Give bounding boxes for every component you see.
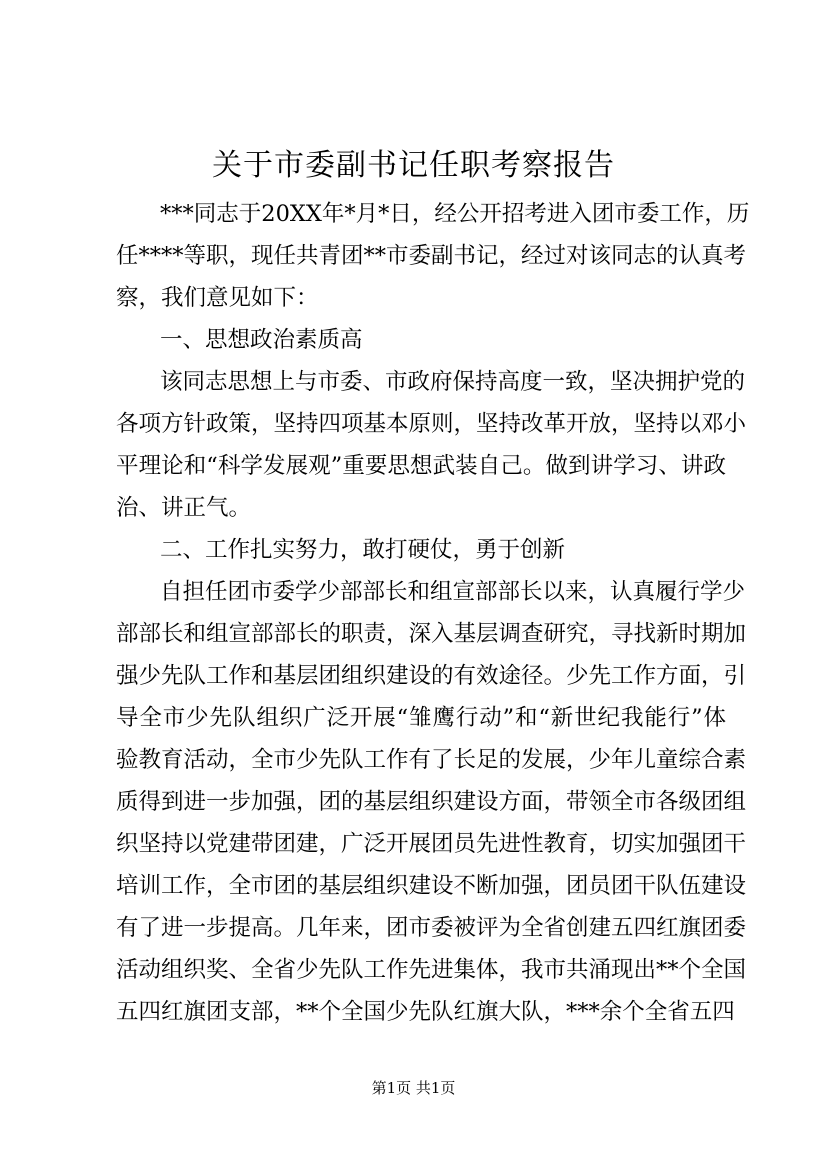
paragraph-line: 该同志思想上与市委、市政府保持高度一致，坚决拥护党的	[160, 369, 746, 395]
paragraph-line: 察，我们意见如下：	[116, 285, 319, 311]
paragraph-line: 治、讲正气。	[116, 495, 252, 521]
section-heading: 一、思想政治素质高	[160, 327, 363, 353]
paragraph-line: 任****等职，现任共青团**市委副书记，经过对该同志的认真考	[116, 243, 747, 269]
paragraph-line: 有了进一步提高。几年来，团市委被评为全省创建五四红旗团委	[116, 915, 747, 941]
paragraph-line: 验教育活动，全市少先队工作有了长足的发展，少年儿童综合素	[116, 747, 747, 773]
paragraph-line: 活动组织奖、全省少先队工作先进集体，我市共涌现出**个全国	[116, 957, 747, 983]
paragraph-line: 部部长和组宣部部长的职责，深入基层调查研究，寻找新时期加	[116, 621, 747, 647]
paragraph-line: 自担任团市委学少部部长和组宣部部长以来，认真履行学少	[160, 579, 746, 605]
page-number: 第1页 共1页	[371, 1079, 456, 1097]
document-title: 关于市委副书记任职考察报告	[212, 148, 615, 183]
paragraph-line: 培训工作，全市团的基层组织建设不断加强，团员团干队伍建设	[116, 873, 747, 899]
paragraph-line: 导全市少先队组织广泛开展“雏鹰行动”和“新世纪我能行”体	[116, 705, 726, 731]
paragraph-line: 织坚持以党建带团建，广泛开展团员先进性教育，切实加强团干	[116, 831, 747, 857]
paragraph-line: ***同志于20XX年*月*日，经公开招考进入团市委工作，历	[160, 201, 750, 227]
paragraph-line: 强少先队工作和基层团组织建设的有效途径。少先工作方面，引	[116, 663, 747, 689]
paragraph-line: 质得到进一步加强，团的基层组织建设方面，带领全市各级团组	[116, 789, 747, 815]
paragraph-line: 平理论和“科学发展观”重要思想武装自己。做到讲学习、讲政	[116, 453, 726, 479]
paragraph-line: 各项方针政策，坚持四项基本原则，坚持改革开放，坚持以邓小	[116, 411, 747, 437]
section-heading: 二、工作扎实努力，敢打硬仗，勇于创新	[160, 537, 566, 563]
paragraph-line: 五四红旗团支部，**个全国少先队红旗大队，***余个全省五四	[116, 999, 735, 1025]
